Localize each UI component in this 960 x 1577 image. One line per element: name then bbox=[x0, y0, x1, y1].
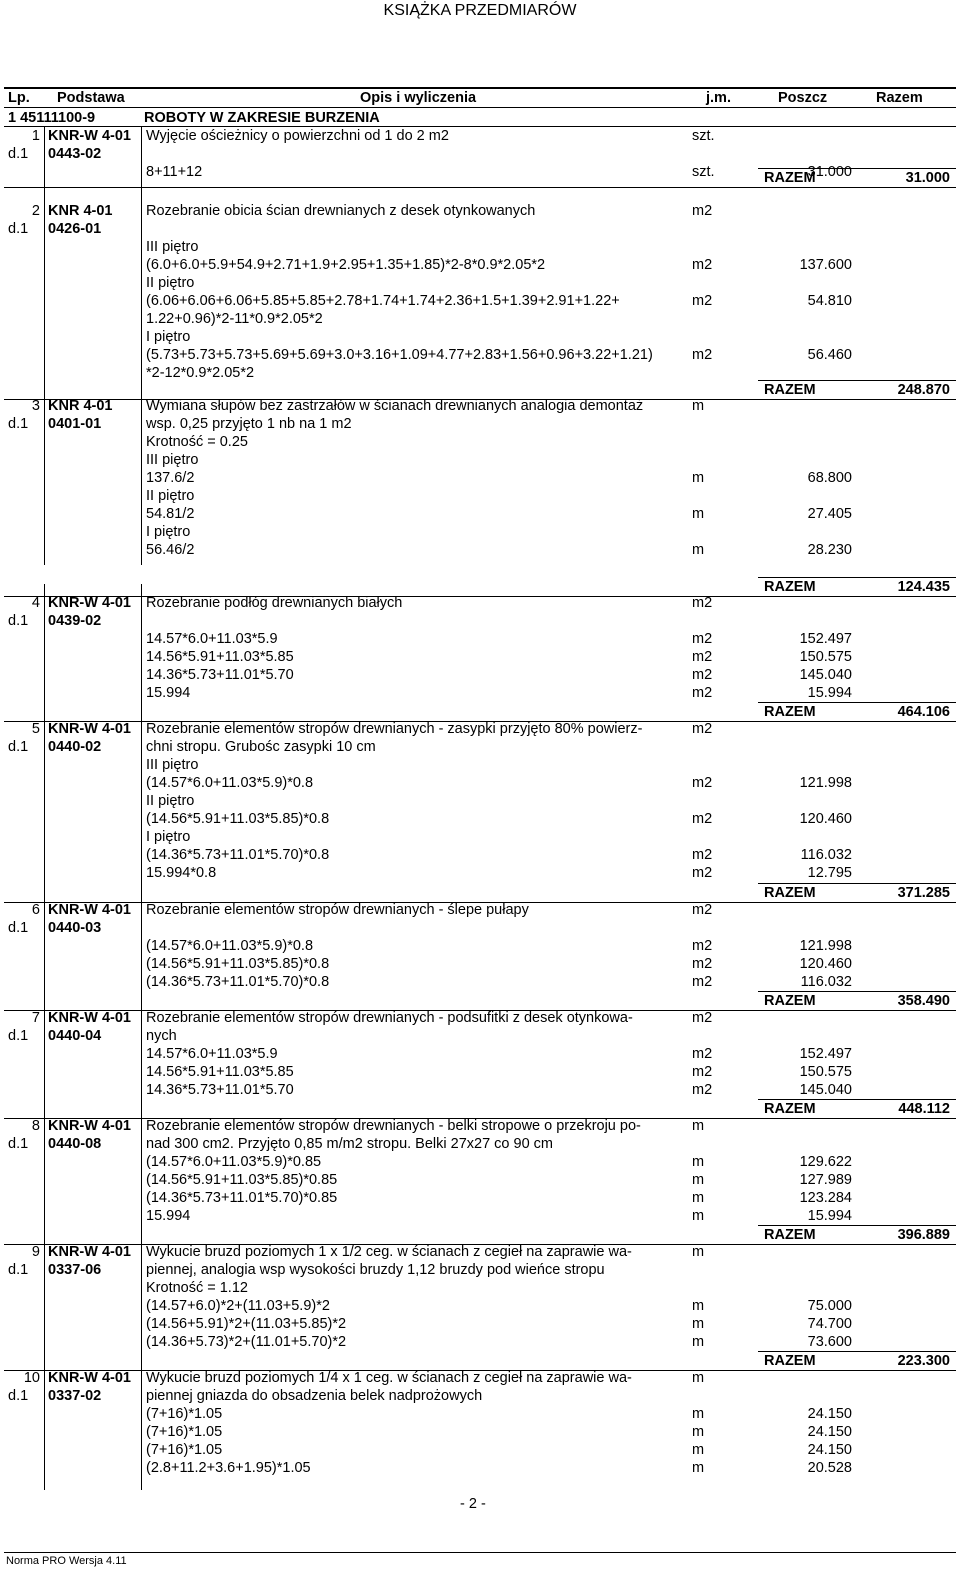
calc-unit: m2 bbox=[692, 1064, 713, 1080]
calc-unit: m2 bbox=[692, 1046, 713, 1062]
calc-unit: m2 bbox=[692, 667, 713, 683]
column-divider bbox=[141, 584, 142, 1490]
calc-line: (14.57*6.0+11.03*5.9)*0.85 bbox=[146, 1154, 322, 1170]
calc-line: 8+11+12 bbox=[146, 164, 203, 180]
calc-unit: m2 bbox=[692, 974, 713, 990]
calc-line: 56.46/2 bbox=[146, 542, 195, 558]
calc-line: (14.57+6.0)*2+(11.03+5.9)*2 bbox=[146, 1298, 330, 1314]
calc-value: 74.700 bbox=[807, 1316, 852, 1332]
item-unit: m2 bbox=[692, 595, 713, 611]
row-number-suffix: d.1 bbox=[8, 1262, 29, 1278]
base-catalog: KNR-W 4-01 bbox=[48, 1370, 131, 1386]
item-unit: m bbox=[692, 1244, 705, 1260]
calc-line: (14.57*6.0+11.03*5.9)*0.8 bbox=[146, 775, 314, 791]
calc-value: 123.284 bbox=[799, 1190, 852, 1206]
header-bottom-rule bbox=[4, 107, 956, 108]
calc-line: 137.6/2 bbox=[146, 470, 195, 486]
calc-line: (14.56*5.91+11.03*5.85)*0.85 bbox=[146, 1172, 338, 1188]
calc-line: 54.81/2 bbox=[146, 506, 195, 522]
calc-line: I piętro bbox=[146, 524, 191, 540]
calc-unit: m2 bbox=[692, 865, 713, 881]
row-separator bbox=[4, 187, 956, 188]
calc-unit: m bbox=[692, 1190, 705, 1206]
row-number: 1 bbox=[31, 128, 40, 144]
row-number: 10 bbox=[23, 1370, 40, 1386]
calc-unit: m bbox=[692, 1208, 705, 1224]
razem-label: RAZEM bbox=[764, 579, 816, 595]
row-number: 9 bbox=[31, 1244, 40, 1260]
calc-value: 20.528 bbox=[807, 1460, 852, 1476]
calc-line: II piętro bbox=[146, 488, 195, 504]
row-number-suffix: d.1 bbox=[8, 1388, 29, 1404]
calc-unit: m bbox=[692, 1172, 705, 1188]
row-number-suffix: d.1 bbox=[8, 416, 29, 432]
calc-value: 24.150 bbox=[807, 1424, 852, 1440]
item-description: Rozebranie elementów stropów drewnianych - belki stropowe o przekroju po- bbox=[146, 1118, 641, 1134]
item-description: Rozebranie podłóg drewnianych białych bbox=[146, 595, 403, 611]
razem-label: RAZEM bbox=[764, 993, 816, 1009]
calc-line: 14.36*5.73+11.01*5.70 bbox=[146, 1082, 294, 1098]
calc-line: (14.36+5.73)*2+(11.01+5.70)*2 bbox=[146, 1334, 347, 1350]
calc-value: 24.150 bbox=[807, 1442, 852, 1458]
col-jm: j.m. bbox=[706, 90, 731, 106]
row-number-suffix: d.1 bbox=[8, 146, 29, 162]
razem-value: 358.490 bbox=[897, 993, 950, 1009]
item-unit: m2 bbox=[692, 902, 713, 918]
software-footer: Norma PRO Wersja 4.11 bbox=[6, 1555, 127, 1567]
item-description: Wyjęcie ościeżnicy o powierzchni od 1 do 2 m2 bbox=[146, 128, 449, 144]
calc-line: (7+16)*1.05 bbox=[146, 1406, 223, 1422]
calc-value: 15.994 bbox=[807, 1208, 852, 1224]
calc-unit: szt. bbox=[692, 164, 715, 180]
razem-value: 223.300 bbox=[897, 1353, 950, 1369]
calc-value: 145.040 bbox=[799, 1082, 852, 1098]
item-unit: m2 bbox=[692, 1010, 713, 1026]
col-lp: Lp. bbox=[8, 90, 30, 106]
column-divider bbox=[44, 127, 45, 565]
razem-value: 371.285 bbox=[897, 885, 950, 901]
calc-unit: m2 bbox=[692, 811, 713, 827]
calc-unit: m2 bbox=[692, 847, 713, 863]
base-position: 0439-02 bbox=[48, 613, 102, 629]
calc-value: 73.600 bbox=[807, 1334, 852, 1350]
calc-line: (14.56*5.91+11.03*5.85)*0.8 bbox=[146, 811, 330, 827]
base-catalog: KNR-W 4-01 bbox=[48, 1118, 131, 1134]
calc-value: 12.795 bbox=[807, 865, 852, 881]
row-number-suffix: d.1 bbox=[8, 1136, 29, 1152]
base-position: 0337-02 bbox=[48, 1388, 102, 1404]
base-catalog: KNR-W 4-01 bbox=[48, 1244, 131, 1260]
item-description: wsp. 0,25 przyjęto 1 nb na 1 m2 bbox=[146, 416, 352, 432]
item-description: Wykucie bruzd poziomych 1 x 1/2 ceg. w ścianach z cegieł na zaprawie wa- bbox=[146, 1244, 632, 1260]
document-header: KSIĄŻKA PRZEDMIARÓW bbox=[383, 2, 577, 19]
calc-line: *2-12*0.9*2.05*2 bbox=[146, 365, 255, 381]
calc-line: 1.22+0.96)*2-11*0.9*2.05*2 bbox=[146, 311, 323, 327]
calc-unit: m2 bbox=[692, 1082, 713, 1098]
calc-value: 150.575 bbox=[799, 649, 852, 665]
item-unit: m2 bbox=[692, 721, 713, 737]
base-catalog: KNR 4-01 bbox=[48, 203, 113, 219]
calc-unit: m bbox=[692, 1316, 705, 1332]
calc-value: 31.000 bbox=[807, 164, 852, 180]
calc-unit: m2 bbox=[692, 775, 713, 791]
calc-line: 14.57*6.0+11.03*5.9 bbox=[146, 1046, 278, 1062]
calc-value: 27.405 bbox=[807, 506, 852, 522]
item-description: nych bbox=[146, 1028, 177, 1044]
razem-label: RAZEM bbox=[764, 1227, 816, 1243]
calc-value: 150.575 bbox=[799, 1064, 852, 1080]
section-code: 1 45111100-9 bbox=[8, 110, 96, 126]
calc-line: (14.36*5.73+11.01*5.70)*0.85 bbox=[146, 1190, 338, 1206]
item-unit: szt. bbox=[692, 128, 715, 144]
calc-value: 24.150 bbox=[807, 1406, 852, 1422]
calc-value: 116.032 bbox=[800, 974, 852, 990]
calc-unit: m2 bbox=[692, 631, 713, 647]
calc-unit: m bbox=[692, 1298, 705, 1314]
row-number: 5 bbox=[31, 721, 40, 737]
calc-value: 137.600 bbox=[799, 257, 852, 273]
item-description: Wykucie bruzd poziomych 1/4 x 1 ceg. w ścianach z cegieł na zaprawie wa- bbox=[146, 1370, 632, 1386]
row-number: 4 bbox=[31, 595, 40, 611]
item-unit: m bbox=[692, 398, 705, 414]
item-description: piennej gniazda do obsadzenia belek nadprożowych bbox=[146, 1388, 483, 1404]
footer-rule bbox=[4, 1552, 956, 1553]
item-unit: m2 bbox=[692, 203, 713, 219]
razem-label: RAZEM bbox=[764, 1101, 816, 1117]
calc-unit: m bbox=[692, 1442, 705, 1458]
calc-value: 152.497 bbox=[799, 631, 852, 647]
base-position: 0426-01 bbox=[48, 221, 102, 237]
calc-line: 15.994 bbox=[146, 685, 191, 701]
calc-line: (6.0+6.0+5.9+54.9+2.71+1.9+2.95+1.35+1.85)*2-8*0.9*2.05*2 bbox=[146, 257, 546, 273]
calc-unit: m2 bbox=[692, 938, 713, 954]
base-position: 0440-02 bbox=[48, 739, 102, 755]
calc-line: III piętro bbox=[146, 452, 199, 468]
calc-unit: m2 bbox=[692, 649, 713, 665]
col-razem: Razem bbox=[876, 90, 923, 106]
calc-value: 120.460 bbox=[799, 956, 852, 972]
calc-unit: m2 bbox=[692, 293, 713, 309]
razem-value: 248.870 bbox=[897, 382, 950, 398]
calc-line: (5.73+5.73+5.73+5.69+5.69+3.0+3.16+1.09+4.77+2.83+1.56+0.96+3.22+1.21) bbox=[146, 347, 653, 363]
column-divider bbox=[141, 127, 142, 565]
row-number: 7 bbox=[31, 1010, 40, 1026]
calc-line: (14.57*6.0+11.03*5.9)*0.8 bbox=[146, 938, 314, 954]
item-description: Rozebranie elementów stropów drewnianych - podsufitki z desek otynkowa- bbox=[146, 1010, 633, 1026]
calc-line: (2.8+11.2+3.6+1.95)*1.05 bbox=[146, 1460, 311, 1476]
calc-value: 121.998 bbox=[799, 775, 852, 791]
item-description: Wymiana słupów bez zastrzałów w ścianach drewnianych analogia demontaż bbox=[146, 398, 644, 414]
razem-value: 396.889 bbox=[897, 1227, 950, 1243]
calc-value: 15.994 bbox=[807, 685, 852, 701]
page-number: - 2 - bbox=[460, 1496, 486, 1512]
item-description: Rozebranie elementów stropów drewnianych - ślepe pułapy bbox=[146, 902, 529, 918]
calc-line: (7+16)*1.05 bbox=[146, 1442, 223, 1458]
razem-label: RAZEM bbox=[764, 382, 816, 398]
calc-unit: m bbox=[692, 1424, 705, 1440]
calc-unit: m bbox=[692, 1460, 705, 1476]
column-divider bbox=[44, 584, 45, 1490]
base-position: 0440-03 bbox=[48, 920, 102, 936]
row-number-suffix: d.1 bbox=[8, 1028, 29, 1044]
calc-line: II piętro bbox=[146, 275, 195, 291]
calc-unit: m2 bbox=[692, 685, 713, 701]
item-description: Rozebranie obicia ścian drewnianych z desek otynkowanych bbox=[146, 203, 536, 219]
calc-value: 56.460 bbox=[807, 347, 852, 363]
calc-line: 14.56*5.91+11.03*5.85 bbox=[146, 1064, 294, 1080]
calc-line: 15.994 bbox=[146, 1208, 191, 1224]
col-opis: Opis i wyliczenia bbox=[360, 90, 477, 106]
razem-value: 31.000 bbox=[905, 170, 950, 186]
item-description: piennej, analogia wsp wysokości bruzdy 1,12 bruzdy pod wieńce stropu bbox=[146, 1262, 605, 1278]
calc-value: 129.622 bbox=[799, 1154, 852, 1170]
calc-line: (14.36*5.73+11.01*5.70)*0.8 bbox=[146, 974, 330, 990]
item-description: nad 300 cm2. Przyjęto 0,85 m/m2 stropu. Belki 27x27 co 90 cm bbox=[146, 1136, 554, 1152]
calc-line: 14.36*5.73+11.01*5.70 bbox=[146, 667, 294, 683]
calc-unit: m2 bbox=[692, 257, 713, 273]
razem-value: 124.435 bbox=[897, 579, 950, 595]
item-description: Rozebranie elementów stropów drewnianych - zasypki przyjęto 80% powierz- bbox=[146, 721, 643, 737]
calc-unit: m bbox=[692, 1406, 705, 1422]
base-position: 0401-01 bbox=[48, 416, 102, 432]
razem-label: RAZEM bbox=[764, 170, 816, 186]
calc-line: III piętro bbox=[146, 239, 199, 255]
calc-unit: m bbox=[692, 506, 705, 522]
calc-line: II piętro bbox=[146, 793, 195, 809]
razem-label: RAZEM bbox=[764, 885, 816, 901]
base-catalog: KNR-W 4-01 bbox=[48, 128, 131, 144]
row-number-suffix: d.1 bbox=[8, 920, 29, 936]
row-number-suffix: d.1 bbox=[8, 613, 29, 629]
calc-unit: m2 bbox=[692, 956, 713, 972]
item-unit: m bbox=[692, 1370, 705, 1386]
calc-line: I piętro bbox=[146, 829, 191, 845]
calc-value: 68.800 bbox=[807, 470, 852, 486]
calc-line: I piętro bbox=[146, 329, 191, 345]
calc-line: 14.56*5.91+11.03*5.85 bbox=[146, 649, 294, 665]
calc-line: 14.57*6.0+11.03*5.9 bbox=[146, 631, 278, 647]
col-podstawa: Podstawa bbox=[57, 90, 125, 106]
calc-value: 54.810 bbox=[807, 293, 852, 309]
calc-line: III piętro bbox=[146, 757, 199, 773]
row-number: 2 bbox=[31, 203, 40, 219]
calc-value: 145.040 bbox=[799, 667, 852, 683]
row-number: 6 bbox=[31, 902, 40, 918]
calc-line: Krotność = 0.25 bbox=[146, 434, 248, 450]
calc-unit: m bbox=[692, 470, 705, 486]
calc-line: (14.56*5.91+11.03*5.85)*0.8 bbox=[146, 956, 330, 972]
col-poszcz: Poszcz bbox=[778, 90, 828, 106]
row-number-suffix: d.1 bbox=[8, 739, 29, 755]
base-catalog: KNR-W 4-01 bbox=[48, 595, 131, 611]
calc-value: 121.998 bbox=[799, 938, 852, 954]
row-number-suffix: d.1 bbox=[8, 221, 29, 237]
item-unit: m bbox=[692, 1118, 705, 1134]
base-catalog: KNR-W 4-01 bbox=[48, 902, 131, 918]
base-position: 0440-04 bbox=[48, 1028, 102, 1044]
razem-value: 464.106 bbox=[897, 704, 950, 720]
calc-line: (6.06+6.06+6.06+5.85+5.85+2.78+1.74+1.74+2.36+1.5+1.39+2.91+1.22+ bbox=[146, 293, 620, 309]
calc-value: 152.497 bbox=[799, 1046, 852, 1062]
calc-value: 120.460 bbox=[799, 811, 852, 827]
base-catalog: KNR 4-01 bbox=[48, 398, 113, 414]
section-title: ROBOTY W ZAKRESIE BURZENIA bbox=[144, 110, 380, 126]
base-catalog: KNR-W 4-01 bbox=[48, 1010, 131, 1026]
calc-unit: m bbox=[692, 542, 705, 558]
calc-line: (7+16)*1.05 bbox=[146, 1424, 223, 1440]
row-number: 3 bbox=[31, 398, 40, 414]
base-position: 0337-06 bbox=[48, 1262, 102, 1278]
row-number: 8 bbox=[31, 1118, 40, 1134]
calc-line: (14.56+5.91)*2+(11.03+5.85)*2 bbox=[146, 1316, 347, 1332]
razem-value: 448.112 bbox=[898, 1101, 950, 1117]
calc-unit: m bbox=[692, 1154, 705, 1170]
calc-unit: m2 bbox=[692, 347, 713, 363]
calc-unit: m bbox=[692, 1334, 705, 1350]
calc-value: 28.230 bbox=[807, 542, 852, 558]
calc-value: 127.989 bbox=[799, 1172, 852, 1188]
base-catalog: KNR-W 4-01 bbox=[48, 721, 131, 737]
base-position: 0443-02 bbox=[48, 146, 102, 162]
razem-label: RAZEM bbox=[764, 1353, 816, 1369]
razem-label: RAZEM bbox=[764, 704, 816, 720]
base-position: 0440-08 bbox=[48, 1136, 102, 1152]
calc-value: 75.000 bbox=[807, 1298, 852, 1314]
calc-line: 15.994*0.8 bbox=[146, 865, 217, 881]
calc-value: 116.032 bbox=[800, 847, 852, 863]
calc-line: (14.36*5.73+11.01*5.70)*0.8 bbox=[146, 847, 330, 863]
item-description: chni stropu. Grubośc zasypki 10 cm bbox=[146, 739, 376, 755]
calc-line: Krotność = 1.12 bbox=[146, 1280, 248, 1296]
